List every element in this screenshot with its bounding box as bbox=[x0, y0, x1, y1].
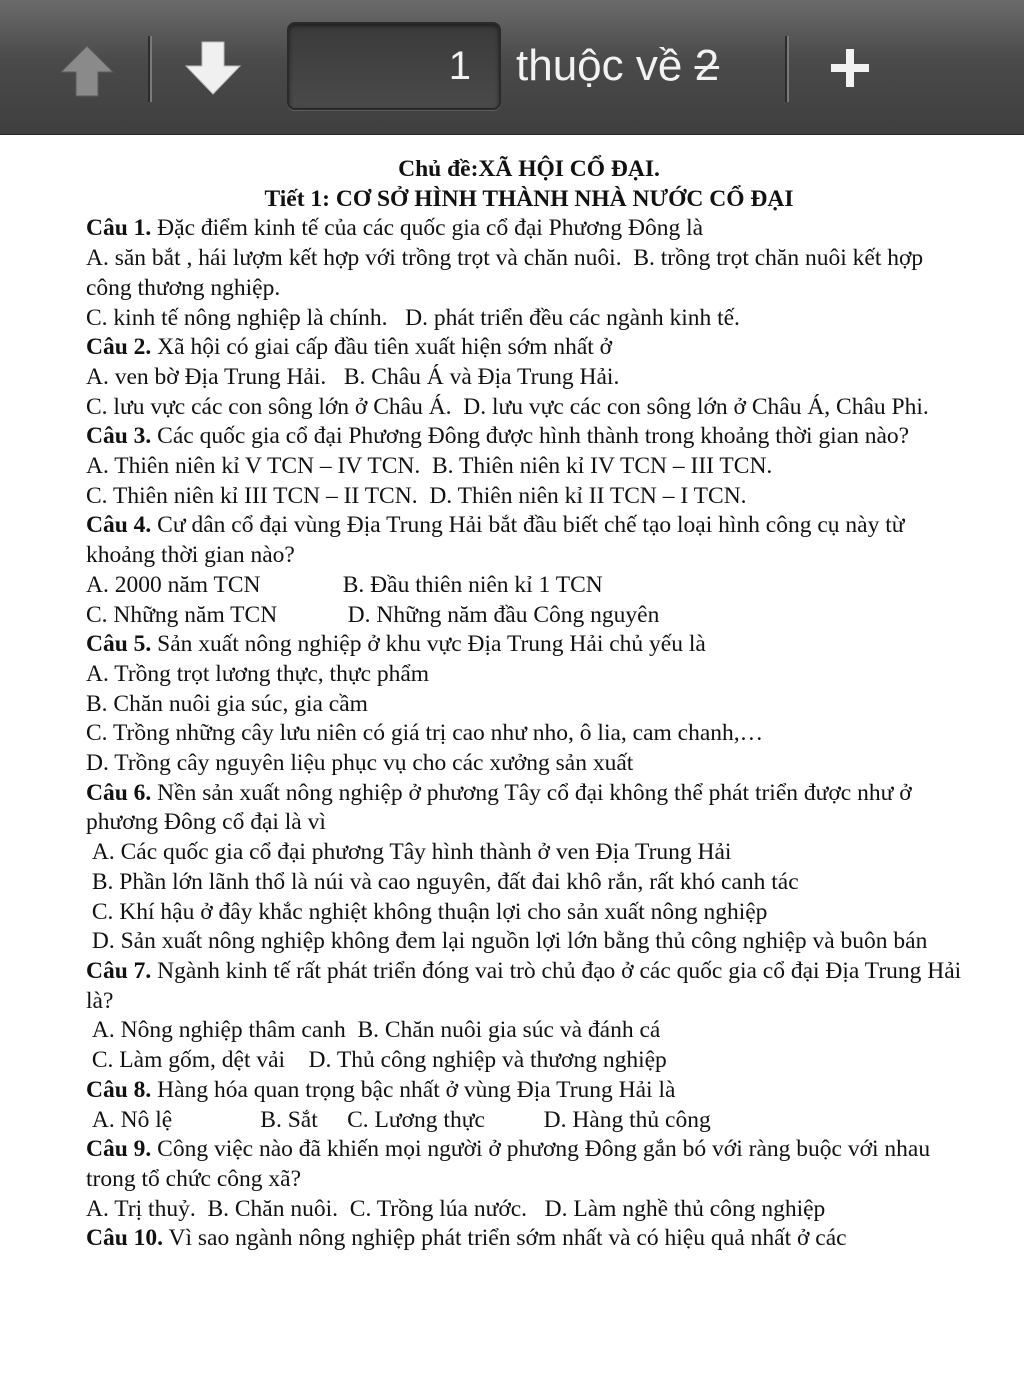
question-text: Hàng hóa quan trọng bậc nhất ở vùng Địa Trung Hải là bbox=[151, 1076, 676, 1103]
answer-option: D. Trồng cây nguyên liệu phục vụ cho các xưởng sản xuất bbox=[86, 750, 634, 777]
answer-option: A. Trị thuỷ. B. Chăn nuôi. C. Trồng lúa nước. D. Làm nghề thủ công nghiệp bbox=[86, 1195, 826, 1222]
question-stem bbox=[86, 957, 972, 1016]
question-stem bbox=[86, 422, 972, 452]
total-pages: 2 bbox=[694, 41, 720, 90]
page-count-label bbox=[516, 36, 719, 96]
question-label: Câu 9. bbox=[86, 1136, 152, 1163]
question-stem bbox=[86, 1224, 972, 1254]
question-text: Sản xuất nông nghiệp ở khu vực Địa Trung Hải chủ yếu là bbox=[151, 631, 706, 658]
answer-option: C. Thiên niên kỉ III TCN – II TCN. D. Thiên niên kỉ II TCN – I TCN. bbox=[86, 482, 747, 509]
question-stem bbox=[86, 214, 972, 244]
question-label: Câu 8. bbox=[86, 1076, 152, 1103]
answer-option: A. ven bờ Địa Trung Hải. B. Châu Á và Địa Trung Hải. bbox=[86, 363, 620, 390]
arrow-down-icon bbox=[182, 38, 244, 100]
question-stem bbox=[86, 779, 972, 838]
answer-option: A. săn bắt , hái lượm kết hợp với trồng trọt và chăn nuôi. B. trồng trọt chăn nuôi kết hợp công thương nghiệp. bbox=[86, 245, 930, 301]
question-label: Câu 3. bbox=[86, 423, 152, 450]
answer-option: B. Chăn nuôi gia súc, gia cầm bbox=[86, 690, 368, 717]
question-label: Câu 4. bbox=[86, 512, 152, 539]
answer-option: B. Phần lớn lãnh thổ là núi và cao nguyên, đất đai khô rắn, rất khó canh tác bbox=[86, 868, 799, 895]
question-stem bbox=[86, 1076, 972, 1106]
question-text: Nền sản xuất nông nghiệp ở phương Tây cổ đại không thể phát triển được như ở phương Đông cổ đại là vì bbox=[86, 779, 912, 836]
question-stem bbox=[86, 630, 972, 660]
question-text: Đặc điểm kinh tế của các quốc gia cổ đại Phương Đông là bbox=[151, 215, 704, 242]
question-label: Câu 10. bbox=[86, 1225, 164, 1252]
answer-option: A. Nông nghiệp thâm canh B. Chăn nuôi gia súc và đánh cá bbox=[86, 1017, 661, 1044]
answer-option: C. lưu vực các con sông lớn ở Châu Á. D. lưu vực các con sông lớn ở Châu Á, Châu Phi. bbox=[86, 393, 929, 420]
question-list bbox=[86, 214, 972, 1254]
of-label: thuộc về bbox=[516, 41, 683, 90]
answer-option: A. Thiên niên kỉ V TCN – IV TCN. B. Thiên niên kỉ IV TCN – III TCN. bbox=[86, 453, 773, 480]
question-text: Vì sao ngành nông nghiệp phát triển sớm nhất và có hiệu quả nhất ở các bbox=[163, 1225, 847, 1252]
document-subtitle: Tiết 1: CƠ SỞ HÌNH THÀNH NHÀ NƯỚC CỔ ĐẠI bbox=[264, 185, 794, 212]
answer-option: D. Sản xuất nông nghiệp không đem lại nguồn lợi lớn bằng thủ công nghiệp và buôn bán bbox=[86, 928, 928, 955]
answer-option: A. Nô lệ B. Sắt C. Lương thực D. Hàng thủ công bbox=[86, 1106, 711, 1133]
answer-option: A. 2000 năm TCN B. Đầu thiên niên kỉ 1 TCN bbox=[86, 571, 603, 598]
page-number-field[interactable] bbox=[287, 22, 501, 110]
question-label: Câu 5. bbox=[86, 631, 152, 658]
previous-page-button[interactable] bbox=[52, 38, 122, 102]
next-page-button[interactable] bbox=[178, 36, 248, 102]
answer-option: C. Trồng những cây lưu niên có giá trị cao như nho, ô lia, cam chanh,… bbox=[86, 720, 764, 747]
question-text: Ngành kinh tế rất phát triển đóng vai trò chủ đạo ở các quốc gia cổ đại Địa Trung Hải là? bbox=[86, 957, 962, 1014]
question-stem bbox=[86, 1135, 972, 1194]
arrow-up-icon bbox=[57, 40, 117, 100]
plus-icon bbox=[828, 46, 872, 90]
document-title: Chủ đề:XÃ HỘI CỔ ĐẠI. bbox=[398, 156, 660, 182]
question-text: Công việc nào đã khiến mọi người ở phương Đông gắn bó với ràng buộc với nhau trong tổ chức công xã? bbox=[86, 1136, 931, 1192]
document-page bbox=[86, 155, 972, 1254]
add-button[interactable] bbox=[820, 38, 880, 98]
question-label: Câu 2. bbox=[86, 334, 152, 361]
answer-option: C. Làm gốm, dệt vải D. Thủ công nghiệp và thương nghiệp bbox=[86, 1047, 667, 1074]
question-label: Câu 1. bbox=[86, 215, 152, 242]
question-text: Xã hội có giai cấp đầu tiên xuất hiện sớm nhất ở bbox=[151, 334, 613, 361]
toolbar-separator bbox=[785, 36, 789, 102]
question-text: Cư dân cổ đại vùng Địa Trung Hải bắt đầu biết chế tạo loại hình công cụ này từ khoảng thời gian nào? bbox=[86, 512, 905, 569]
toolbar-separator bbox=[148, 36, 152, 102]
current-page-value: 1 bbox=[448, 43, 471, 88]
question-label: Câu 6. bbox=[86, 779, 152, 806]
pdf-toolbar bbox=[0, 0, 1024, 135]
question-label: Câu 7. bbox=[86, 957, 152, 984]
question-stem bbox=[86, 511, 972, 570]
question-stem bbox=[86, 333, 972, 363]
answer-option: C. Những năm TCN D. Những năm đầu Công nguyên bbox=[86, 601, 660, 628]
answer-option: C. kinh tế nông nghiệp là chính. D. phát triển đều các ngành kinh tế. bbox=[86, 304, 740, 331]
answer-option: A. Các quốc gia cổ đại phương Tây hình thành ở ven Địa Trung Hải bbox=[86, 839, 732, 866]
answer-option: C. Khí hậu ở đây khắc nghiệt không thuận lợi cho sản xuất nông nghiệp bbox=[86, 898, 768, 925]
answer-option: A. Trồng trọt lương thực, thực phẩm bbox=[86, 660, 430, 687]
question-text: Các quốc gia cổ đại Phương Đông được hình thành trong khoảng thời gian nào? bbox=[151, 423, 910, 450]
